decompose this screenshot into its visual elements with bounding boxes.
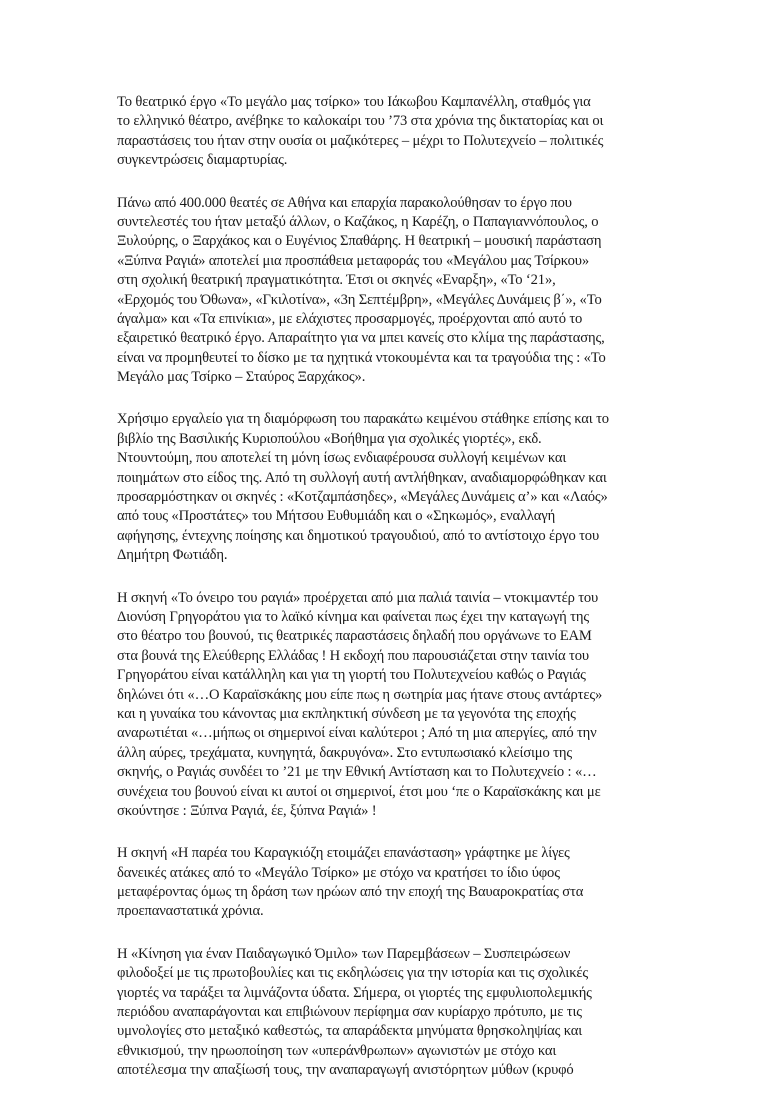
text-line: Διονύση Γρηγοράτου για το λαϊκό κίνημα και φαίνεται πως έχει την καταγωγή της	[117, 608, 589, 625]
paragraph	[117, 410, 652, 565]
text-line: δανεικές ατάκες από το «Μεγάλο Τσίρκο» με στόχο να κρατήσει το ίδιο ύφος	[117, 864, 560, 881]
text-line: εθνικισμού, την ηρωοποίηση των «υπεράνθρωπων» αγωνιστών με στόχο και	[117, 1042, 557, 1059]
text-line: Πάνω από 400.000 θεατές σε Αθήνα και επαρχία παρακολούθησαν το έργο που	[117, 194, 572, 211]
text-line: δηλώνει ότι «…Ο Καραϊσκάκης μου είπε πως η σωτηρία μας ήτανε στους αντάρτες»	[117, 686, 603, 703]
text-line: συνέχεια του βουνού είναι κι αυτοί οι σημερινοί, έτσι μου ‘πε ο Καραϊσκάκης και με	[117, 783, 601, 800]
text-line: αποτέλεσμα την απαξίωσή τους, την αναπαραγωγή ανιστόρητων μύθων (κρυφό	[117, 1062, 574, 1079]
paragraph	[117, 194, 652, 388]
text-line: το ελληνικό θέατρο, ανέβηκε το καλοκαίρι του ’73 στα χρόνια της δικτατορίας και οι	[117, 113, 604, 130]
text-line: εξαιρετικό θεατρικό έργο. Απαραίτητο για να μπει κανείς στο κλίμα της παράστασης,	[117, 330, 605, 347]
text-line: Χρήσιμο εργαλείο για τη διαμόρφωση του παρακάτω κειμένου στάθηκε επίσης και το	[117, 411, 609, 428]
text-line: άγαλμα» και «Τα επινίκια», με ελάχιστες προσαρμογές, προέρχονται από αυτό το	[117, 310, 583, 327]
paragraph	[117, 945, 652, 1081]
text-line: στο θέατρο του βουνού, τις θεατρικές παραστάσεις δηλαδή που οργάνωνε το ΕΑΜ	[117, 628, 592, 645]
text-line: περιόδου αναπαράγονται και επιβιώνουν περίφημα σαν κυρίαρχο πρότυπο, με τις	[117, 1004, 582, 1021]
document-page	[117, 93, 652, 1104]
text-line: γιορτές να ταράξει τα λιμνάζοντα ύδατα. Σήμερα, οι γιορτές της εμφυλιοπολεμικής	[117, 984, 592, 1001]
text-line: σκηνής, ο Ραγιάς συνδέει το ’21 με την Εθνική Αντίσταση και το Πολυτεχνείο : «…	[117, 764, 597, 781]
text-line: ποιημάτων στο είδος της. Από τη συλλογή αυτή αντλήθηκαν, αναδιαμορφώθηκαν και	[117, 469, 607, 486]
text-line: «Ερχομός του Όθωνα», «Γκιλοτίνα», «3η Σεπτέμβρη», «Μεγάλες Δυνάμεις β΄», «Το	[117, 291, 602, 308]
text-line: Γρηγοράτου είναι κατάλληλη και για τη γιορτή του Πολυτεχνείου καθώς ο Ραγιάς	[117, 667, 586, 684]
text-line: από τους «Προστάτες» του Μήτσου Ευθυμιάδη και ο «Σηκωμός», εναλλαγή	[117, 508, 556, 525]
text-line: Μεγάλο μας Τσίρκο – Σταύρος Ξαρχάκος».	[117, 369, 366, 386]
text-line: «Ξύπνα Ραγιά» αποτελεί μια προσπάθεια μεταφοράς του «Μεγάλου μας Τσίρκου»	[117, 252, 590, 269]
text-line: συγκεντρώσεις διαμαρτυρίας.	[117, 152, 288, 169]
text-line: Ξυλούρης, ο Ξαρχάκος και ο Ευγένιος Σπαθάρης. Η θεατρική – μουσική παράσταση	[117, 233, 602, 250]
text-line: Ντουντούμη, που αποτελεί τη μόνη ίσως ενδιαφέρουσα συλλογή κειμένων και	[117, 450, 567, 467]
text-line: συντελεστές του ήταν μεταξύ άλλων, ο Καζάκος, η Καρέζη, ο Παπαγιαννόπουλος, ο	[117, 213, 599, 230]
paragraph	[117, 93, 652, 171]
text-line: Η σκηνή «Η παρέα του Καραγκιόζη ετοιμάζει επανάσταση» γράφτηκε με λίγες	[117, 845, 570, 862]
paragraph	[117, 589, 652, 822]
text-line: στα βουνά της Ελεύθερης Ελλάδας ! Η εκδοχή που παρουσιάζεται στην ταινία του	[117, 647, 589, 664]
text-line: Η σκηνή «Το όνειρο του ραγιά» προέρχεται από μια παλιά ταινία – ντοκιμαντέρ του	[117, 589, 599, 606]
text-line: υμνολογίες στο μεταξικό καθεστώς, τα απαράδεκτα μηνύματα θρησκοληψίας και	[117, 1023, 583, 1040]
text-line: Η «Κίνηση για έναν Παιδαγωγικό Όμιλο» των Παρεμβάσεων – Συσπειρώσεων	[117, 945, 571, 962]
text-line: στη σχολική θεατρική πραγματικότητα. Έτσι οι σκηνές «Εναρξη», «Το ‘21»,	[117, 272, 556, 289]
text-line: άλλη αύρες, τρεχάματα, κυνηγητά, δακρυγόνα». Στο εντυπωσιακό κλείσιμο της	[117, 744, 572, 761]
text-line: Το θεατρικό έργο «Το μεγάλο μας τσίρκο» του Ιάκωβου Καμπανέλλη, σταθμός για	[117, 94, 591, 110]
text-line: και η γυναίκα του κάνοντας μια εκπληκτική σύνδεση με τα γεγονότα της εποχής	[117, 705, 576, 722]
text-line: μεταφέροντας όμως τη δράση των ηρώων από την εποχή της Βαυαροκρατίας στα	[117, 884, 584, 901]
text-line: φιλοδοξεί με τις πρωτοβουλίες και τις εκδηλώσεις για την ιστορία και τις σχολικές	[117, 965, 589, 982]
text-line: αναρωτιέται «…μήπως οι σημερινοί είναι καλύτεροι ; Από τη μια απεργίες, από την	[117, 725, 597, 742]
text-line: Δημήτρη Φωτιάδη.	[117, 547, 228, 564]
text-line: παραστάσεις του ήταν στην ουσία οι μαζικότερες – μέχρι το Πολυτεχνείο – πολιτικές	[117, 132, 604, 149]
paragraph	[117, 844, 652, 922]
text-line: προσαρμόστηκαν οι σκηνές : «Κοτζαμπάσηδες», «Μεγάλες Δυνάμεις α’» και «Λαός»	[117, 489, 608, 506]
text-line: προεπαναστατικά χρόνια.	[117, 903, 264, 920]
text-line: είναι να προμηθευτεί το δίσκο με τα ηχητικά ντοκουμέντα και τα τραγούδια της : «Το	[117, 349, 606, 366]
text-line: σκούντησε : Ξύπνα Ραγιά, έε, ξύπνα Ραγιά» !	[117, 802, 377, 819]
text-line: βιβλίο της Βασιλικής Κυριοπούλου «Βοήθημα για σχολικές γιορτές», εκδ.	[117, 430, 542, 447]
text-line: αφήγησης, έντεχνης ποίησης και δημοτικού τραγουδιού, από το αντίστοιχο έργο του	[117, 527, 600, 544]
